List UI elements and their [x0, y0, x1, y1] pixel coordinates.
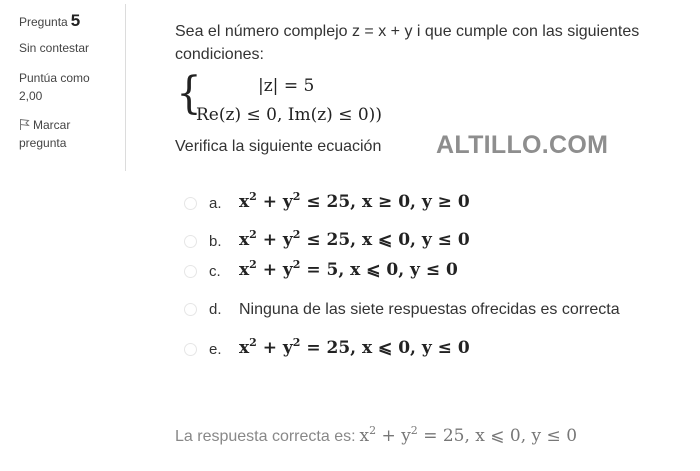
watermark-logo: ALTILLO.COM	[436, 131, 609, 159]
grade-value: 2,00	[19, 89, 43, 103]
answer-math: $x^2 + y^2 \le 25$, x ≥ 0, y ≥ 0	[239, 190, 470, 212]
question-text	[175, 20, 675, 66]
feedback-label: La respuesta correcta es:	[175, 428, 356, 445]
feedback-math: $x^2 + y^2 = 25$, x ⩽ 0, y ≤ 0	[359, 424, 578, 446]
condition-re-im: Re(z) ≤ 0, Im(z) ≤ 0))	[196, 105, 382, 125]
answer-math: $x^2 + y^2 \le 25$, x ⩽ 0, y ≤ 0	[239, 228, 470, 250]
answer-math: $x^2 + y^2 = 25$, x ⩽ 0, y ≤ 0	[239, 336, 470, 358]
answer-option-d[interactable]	[184, 296, 684, 324]
answer-option-b[interactable]	[184, 228, 684, 256]
brace-symbol: {	[176, 68, 202, 119]
condition-modulus: |z| = 5	[258, 76, 315, 96]
flag-icon	[19, 118, 30, 130]
radio-e[interactable]	[184, 343, 197, 356]
question-label: Pregunta	[19, 15, 68, 29]
answer-option-e[interactable]	[184, 336, 684, 364]
answer-letter: c.	[209, 263, 221, 280]
answer-option-c[interactable]	[184, 258, 684, 286]
question-number	[19, 12, 125, 31]
radio-c[interactable]	[184, 265, 197, 278]
verify-text: Verifica la siguiente ecuación	[175, 138, 382, 155]
answer-letter: a.	[209, 195, 222, 212]
flag-label-line1: Marcar	[33, 118, 71, 132]
answer-math: $x^2 + y^2 = 5$, x ⩽ 0, y ≤ 0	[239, 258, 458, 280]
question-text-line2: condiciones:	[175, 46, 264, 63]
answer-text: Ninguna de las siete respuestas ofrecidas es correcta	[239, 301, 620, 318]
answer-letter: b.	[209, 233, 222, 250]
answer-letter: d.	[209, 301, 222, 318]
answer-option-a[interactable]	[184, 190, 684, 218]
radio-b[interactable]	[184, 235, 197, 248]
flag-question-button[interactable]	[19, 116, 125, 152]
question-info-panel	[8, 4, 126, 171]
question-state: Sin contestar	[19, 41, 90, 55]
answer-letter: e.	[209, 341, 222, 358]
question-text-line1: Sea el número complejo z = x + y i que cumple con las siguientes	[175, 23, 640, 40]
equation-system	[175, 70, 435, 130]
question-number-value: 5	[70, 11, 81, 30]
question-grade	[19, 69, 125, 105]
correct-answer-feedback	[175, 426, 577, 446]
flag-label-line2: pregunta	[19, 136, 67, 150]
grade-label: Puntúa como	[19, 71, 90, 85]
radio-a[interactable]	[184, 197, 197, 210]
radio-d[interactable]	[184, 303, 197, 316]
